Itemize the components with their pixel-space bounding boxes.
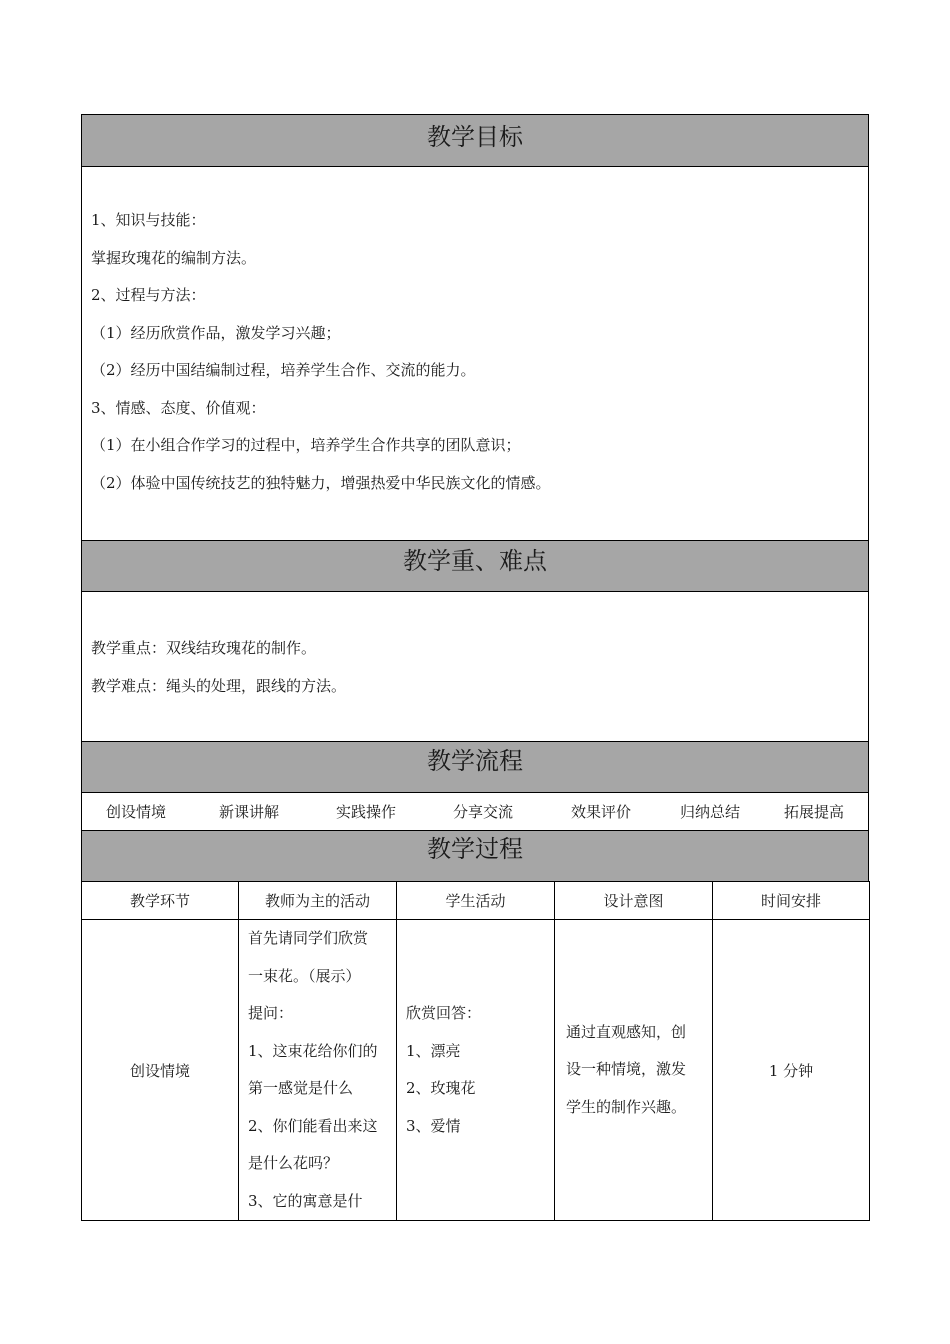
- student-lines: [406, 995, 554, 1145]
- key-points-content: [81, 591, 869, 741]
- flow-step: 创设情境: [105, 803, 166, 821]
- teacher-activity-line: 3、它的寓意是什: [248, 1191, 363, 1210]
- flow-steps: [81, 792, 869, 830]
- process-title: 教学过程: [81, 830, 869, 881]
- design-intent-line: 学生的制作兴趣。: [566, 1097, 687, 1116]
- key-points-title: 教学重、难点: [81, 540, 869, 591]
- goal-line: （2）经历中国结编制过程，培养学生合作、交流的能力。: [91, 361, 476, 379]
- goal-line: （2）体验中国传统技艺的独特魅力，增强热爱中华民族文化的情感。: [91, 473, 551, 492]
- teacher-activity-line: 提问：: [248, 1004, 294, 1022]
- student-activity-line: 3、爱情: [406, 1116, 461, 1135]
- flow-step: 新课讲解: [218, 803, 279, 821]
- row-stage: 创设情境: [82, 920, 239, 1221]
- goal-line: 1、知识与技能：: [91, 211, 206, 229]
- teacher-activity-line: 第一感觉是什么: [248, 1079, 354, 1097]
- goals-title: 教学目标: [81, 114, 869, 166]
- goals-content: [81, 166, 869, 540]
- intent-lines: [566, 1014, 712, 1127]
- header-time: 时间安排: [713, 882, 870, 920]
- row-student-activity: [397, 920, 555, 1221]
- row-teacher-activity: [239, 920, 397, 1221]
- goal-line: 掌握玫瑰花的编制方法。: [91, 248, 257, 267]
- table-row: [82, 920, 870, 1221]
- goals-list: [82, 202, 868, 502]
- goal-line: 2、过程与方法：: [91, 286, 206, 304]
- lesson-plan-table: [81, 114, 869, 1221]
- header-intent: 设计意图: [555, 882, 713, 920]
- flow-step: 拓展提高: [783, 803, 844, 821]
- flow-step: 分享交流: [452, 803, 513, 821]
- row-design-intent: [555, 920, 713, 1221]
- teacher-activity-line: 一束花。（展示）: [248, 966, 361, 985]
- header-student: 学生活动: [397, 882, 555, 920]
- teacher-lines: [248, 920, 396, 1220]
- design-intent-line: 设一种情境，激发: [566, 1060, 687, 1079]
- key-point-line: 教学难点：绳头的处理，跟线的方法。: [91, 676, 347, 695]
- teacher-activity-line: 2、你们能看出来这: [248, 1116, 378, 1135]
- flow-step: 归纳总结: [679, 803, 740, 821]
- goal-line: （1）在小组合作学习的过程中，培养学生合作共享的团队意识；: [91, 436, 521, 454]
- goal-line: 3、情感、态度、价值观：: [91, 398, 266, 417]
- header-stage: 教学环节: [82, 882, 239, 920]
- table-header-row: [82, 882, 870, 920]
- key-point-line: 教学重点：双线结玫瑰花的制作。: [91, 639, 317, 657]
- teacher-activity-line: 首先请同学们欣赏: [248, 929, 369, 947]
- row-time: 1 分钟: [713, 920, 870, 1221]
- flow-step: 实践操作: [335, 803, 396, 821]
- key-points-list: [82, 630, 868, 705]
- design-intent-line: 通过直观感知，创: [566, 1022, 687, 1041]
- teacher-activity-line: 是什么花吗？: [248, 1154, 339, 1172]
- process-table: [81, 881, 870, 1221]
- teacher-activity-line: 1、这束花给你们的: [248, 1041, 378, 1060]
- student-activity-line: 欣赏回答：: [406, 1004, 482, 1022]
- goal-line: （1）经历欣赏作品，激发学习兴趣；: [91, 323, 341, 342]
- flow-step: 效果评价: [570, 803, 631, 821]
- header-teacher: 教师为主的活动: [239, 882, 397, 920]
- student-activity-line: 1、漂亮: [406, 1041, 461, 1060]
- flow-title: 教学流程: [81, 741, 869, 792]
- student-activity-line: 2、玫瑰花: [406, 1079, 476, 1097]
